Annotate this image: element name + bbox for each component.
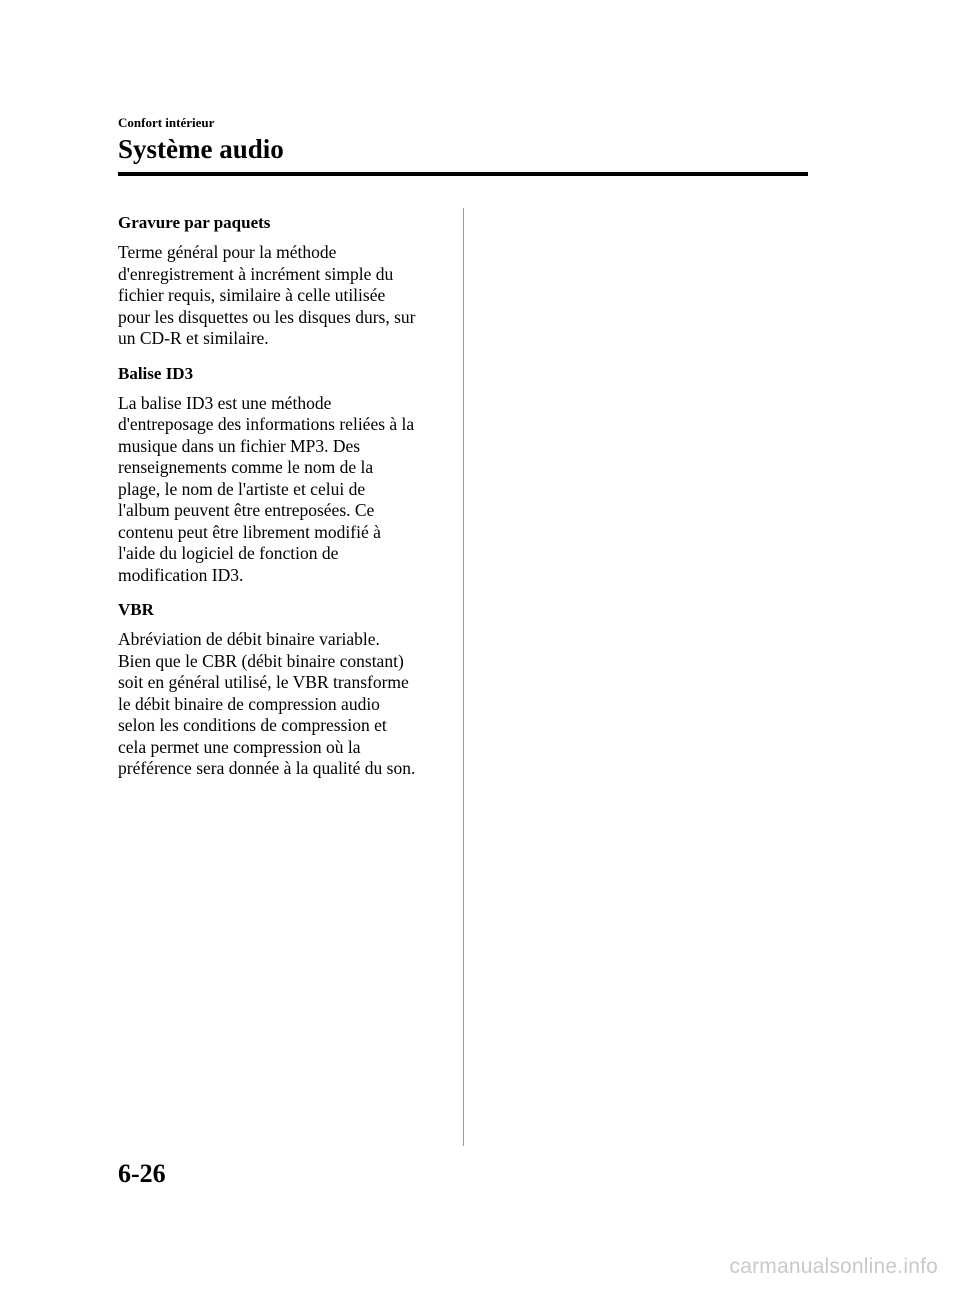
glossary-entry-id3-tag: [118, 363, 448, 587]
definition-line: plage, le nom de l'artiste et celui de: [118, 478, 366, 499]
section-label: Confort intérieur: [118, 115, 215, 130]
definition-line: pour les disquettes ou les disques durs, sur: [118, 306, 416, 327]
definition-line: d'entreposage des informations reliées à la: [118, 414, 415, 434]
page-title: Système audio: [118, 134, 284, 164]
definition-line: Abréviation de débit binaire variable.: [118, 629, 380, 649]
term-definition: [118, 629, 448, 780]
definition-line: cela permet une compression où la: [118, 736, 361, 757]
definition-line: préférence sera donnée à la qualité du son.: [118, 758, 416, 778]
term-definition: [118, 393, 448, 587]
definition-line: d'enregistrement à incrément simple du: [118, 263, 394, 284]
definition-line: La balise ID3 est une méthode: [118, 392, 332, 413]
definition-line: un CD-R et similaire.: [118, 328, 269, 348]
definition-line: l'aide du logiciel de fonction de: [118, 543, 339, 563]
definition-line: soit en général utilisé, le VBR transforme: [118, 672, 409, 692]
definition-line: contenu peut être librement modifié à: [118, 521, 381, 542]
column-divider: [463, 208, 464, 1146]
term-heading: Balise ID3: [118, 363, 194, 383]
definition-line: musique dans un fichier MP3. Des: [118, 435, 361, 456]
term-heading: Gravure par paquets: [118, 213, 271, 232]
definition-line: le débit binaire de compression audio: [118, 693, 380, 714]
definition-line: fichier requis, similaire à celle utilisée: [118, 285, 386, 305]
definition-line: Bien que le CBR (débit binaire constant): [118, 650, 404, 671]
title-underline-rule: [118, 172, 808, 176]
term-heading: VBR: [118, 600, 154, 619]
definition-line: modification ID3.: [118, 564, 244, 585]
glossary-entry-vbr: [118, 599, 448, 780]
definition-line: selon les conditions de compression et: [118, 715, 387, 735]
watermark: carmanualsonline.info: [729, 1255, 938, 1278]
definition-line: Terme général pour la méthode: [118, 242, 337, 262]
term-definition: [118, 242, 448, 350]
left-column: [118, 212, 448, 793]
page-number: 6-26: [118, 1159, 166, 1188]
definition-line: l'album peuvent être entreposées. Ce: [118, 500, 375, 520]
definition-line: renseignements comme le nom de la: [118, 457, 374, 477]
glossary-entry-packet-writing: [118, 212, 448, 350]
